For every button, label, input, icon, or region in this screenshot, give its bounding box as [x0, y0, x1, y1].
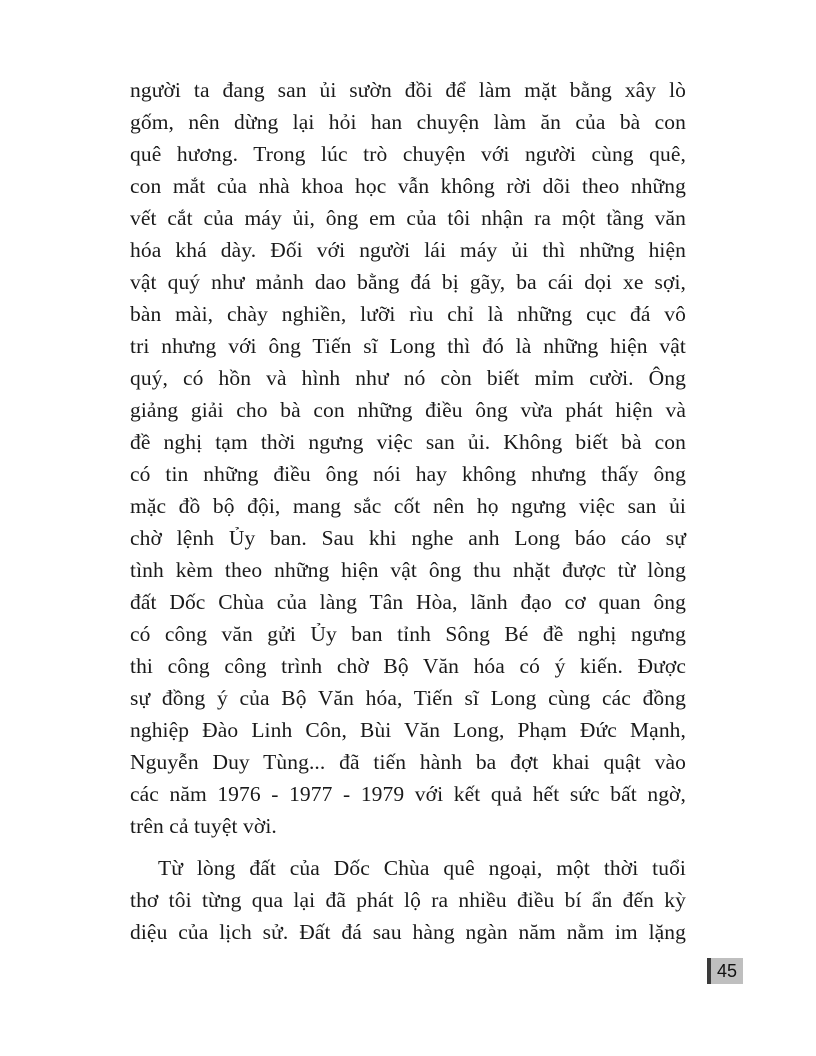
text-line: nghiệp Đào Linh Côn, Bùi Văn Long, Phạm Đức Mạnh,	[130, 718, 686, 742]
text-line: bàn mài, chày nghiền, lưỡi rìu chỉ là những cục đá vô	[130, 302, 686, 326]
text-line: người ta đang san ủi sườn đồi để làm mặt bằng xây lò	[130, 78, 686, 102]
text-line: quý, có hồn và hình như nó còn biết mỉm cười. Ông	[130, 366, 686, 390]
paragraph-gap	[130, 842, 686, 852]
text-line: hóa khá dày. Đối với người lái máy ủi thì những hiện	[130, 238, 686, 262]
text-line: giảng giải cho bà con những điều ông vừa phát hiện và	[130, 398, 686, 422]
text-line: quê hương. Trong lúc trò chuyện với người cùng quê,	[130, 142, 686, 166]
paragraph-1	[130, 74, 686, 842]
text-line: Nguyễn Duy Tùng... đã tiến hành ba đợt khai quật vào	[130, 750, 686, 774]
text-line: con mắt của nhà khoa học vẫn không rời dõi theo những	[130, 174, 686, 198]
text-line: có công văn gửi Ủy ban tỉnh Sông Bé đề nghị ngưng	[130, 622, 686, 646]
text-line: đất Dốc Chùa của làng Tân Hòa, lãnh đạo cơ quan ông	[130, 590, 686, 614]
text-line: vật quý như mảnh dao bằng đá bị gãy, ba cái dọi xe sợi,	[130, 270, 686, 294]
paragraph-2	[130, 852, 686, 948]
text-line: chờ lệnh Ủy ban. Sau khi nghe anh Long báo cáo sự	[130, 526, 686, 550]
text-line: các năm 1976 - 1977 - 1979 với kết quả hết sức bất ngờ,	[130, 782, 686, 806]
text-line: sự đồng ý của Bộ Văn hóa, Tiến sĩ Long cùng các đồng	[130, 686, 686, 710]
text-line: diệu của lịch sử. Đất đá sau hàng ngàn năm nằm im lặng	[130, 920, 686, 944]
text-line: có tin những điều ông nói hay không nhưng thấy ông	[130, 462, 686, 486]
text-line: tình kèm theo những hiện vật ông thu nhặt được từ lòng	[130, 558, 686, 582]
text-line: tri nhưng với ông Tiến sĩ Long thì đó là những hiện vật	[130, 334, 686, 358]
text-line: đề nghị tạm thời ngưng việc san ủi. Không biết bà con	[130, 430, 686, 454]
text-line: thơ tôi từng qua lại đã phát lộ ra nhiều điều bí ẩn đến kỳ	[130, 888, 686, 912]
page-number: 45	[707, 958, 743, 984]
text-line: thi công công trình chờ Bộ Văn hóa có ý kiến. Được	[130, 654, 686, 678]
text-line: gốm, nên dừng lại hỏi han chuyện làm ăn của bà con	[130, 110, 686, 134]
text-line: vết cắt của máy ủi, ông em của tôi nhận ra một tầng văn	[130, 206, 686, 230]
body-text	[130, 74, 686, 948]
text-line: Từ lòng đất của Dốc Chùa quê ngoại, một thời tuổi	[158, 856, 686, 880]
text-line: trên cả tuyệt vời.	[130, 814, 277, 838]
text-line: mặc đồ bộ đội, mang sắc cốt nên họ ngưng việc san ủi	[130, 494, 686, 518]
